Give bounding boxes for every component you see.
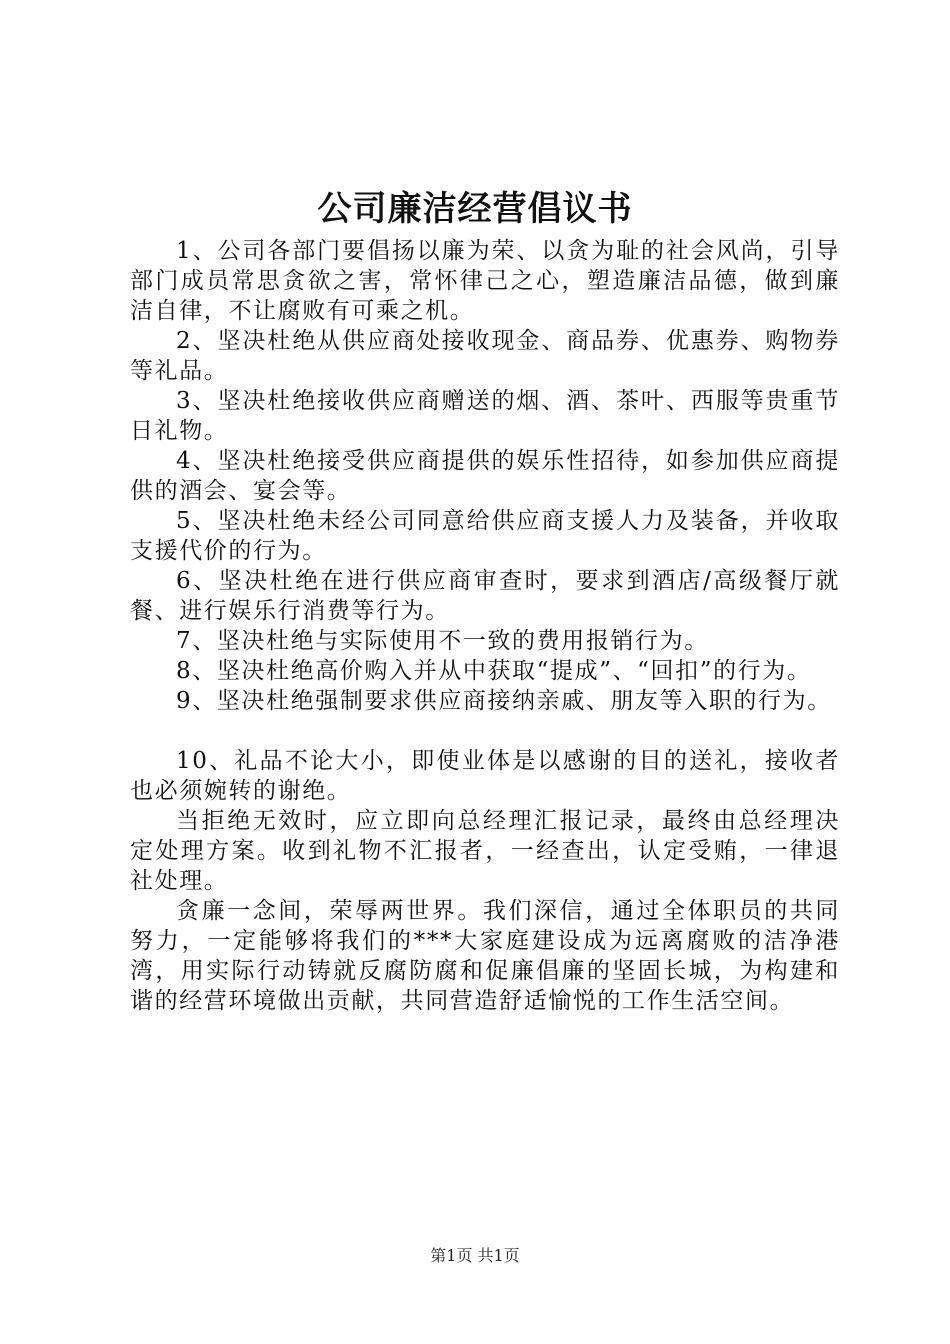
paragraph-item-7: 7、坚决杜绝与实际使用不一致的费用报销行为。 (176, 628, 709, 654)
paragraph-item-8: 8、坚决杜绝高价购入并从中获取“提成”、“回扣”的行为。 (176, 658, 812, 684)
paragraph-item-3: 3、坚决杜绝接收供应商赠送的烟、酒、茶叶、西服等贵重节日礼物。 (130, 388, 840, 444)
paragraph-item-6: 6、坚决杜绝在进行供应商审查时，要求到酒店/高级餐厅就餐、进行娱乐行消费等行为。 (130, 568, 840, 624)
paragraph-item-9: 9、坚决杜绝强制要求供应商接纳亲戚、朋友等入职的行为。 (176, 688, 832, 714)
paragraph-closing: 贪廉一念间，荣辱两世界。我们深信，通过全体职员的共同努力，一定能够将我们的***大家庭建设成为远离腐败的洁净港湾，用实际行动铸就反腐防腐和促廉倡廉的坚固长城，为构建和谐的经营环境做出贡献，共同营造舒适愉悦的工作生活空间。 (130, 898, 840, 1014)
paragraph-item-1: 1、公司各部门要倡扬以廉为荣、以贪为耻的社会风尚，引导部门成员常思贪欲之害，常怀律己之心，塑造廉洁品德，做到廉洁自律，不让腐败有可乘之机。 (130, 238, 840, 324)
page-number-footer: 第1页 共1页 (430, 1246, 520, 1265)
paragraph-item-4: 4、坚决杜绝接受供应商提供的娱乐性招待，如参加供应商提供的酒会、宴会等。 (130, 448, 840, 504)
paragraph-item-2: 2、坚决杜绝从供应商处接收现金、商品券、优惠券、购物券等礼品。 (130, 328, 840, 384)
paragraph-reporting: 当拒绝无效时，应立即向总经理汇报记录，最终由总经理决定处理方案。收到礼物不汇报者，一经查出，认定受贿，一律退社处理。 (130, 808, 840, 894)
document-body (130, 236, 840, 1016)
paragraph-item-10: 10、礼品不论大小，即使业体是以感谢的目的送礼，接收者也必须婉转的谢绝。 (130, 748, 840, 804)
paragraph-item-5: 5、坚决杜绝未经公司同意给供应商支援人力及装备，并收取支援代价的行为。 (130, 508, 840, 564)
document-title: 公司廉洁经营倡议书 (317, 189, 633, 229)
